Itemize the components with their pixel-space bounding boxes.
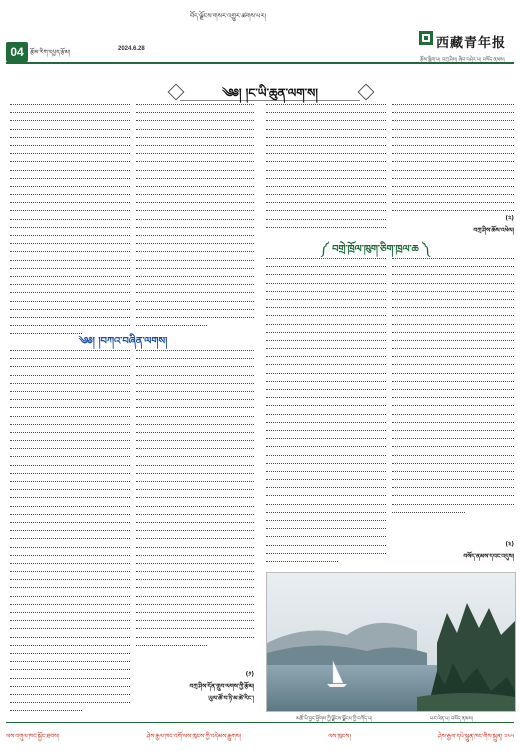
article-2-column-b	[136, 350, 254, 653]
article-4-author: བསོད་ནམས་དབང་འདུས།	[463, 553, 514, 560]
article-1-column-a	[10, 104, 130, 341]
footer-bar	[6, 730, 514, 747]
footer-mid: ལས་ཁུངས།	[328, 733, 351, 740]
lake-landscape-image	[267, 573, 515, 711]
footer-mid-left: ཤེས་རྒྱལ་ཁང་འགོ་ལས་ཁུངས་ཀྱི་འདེམས་རྒྱུགས།	[146, 733, 242, 740]
editor-info: རྩོམ་སྒྲིག་པ། བཀྲ་ཤིས། ཞིབ་བཤེར་པ། བསོད་ནམས།	[420, 57, 505, 63]
newspaper-logo-icon	[418, 30, 434, 46]
newspaper-logo-text: 西藏青年报	[436, 36, 507, 51]
title-ornament-right	[358, 84, 375, 101]
issue-date: 2024.6.28	[118, 46, 145, 52]
article-2-author: བཀྲ་ཤིས་དོན་གྲུབ་ལགས་ཀྱི་རྩོམ།	[189, 683, 254, 690]
photo-credit: པར་ལེན་པ། བསོད་ནམས།	[430, 716, 473, 722]
article-1-column-b	[136, 104, 254, 333]
article-2-number: (༡)	[245, 671, 254, 678]
page-number-badge: 04	[6, 42, 28, 62]
footer-right: ཤེས་རྒྱལ་དཔེ་སྐྲུན་ཁང་གིས་སྐྲུན། ༢༤༥	[437, 733, 514, 740]
article-4-number: (༣)	[505, 541, 514, 548]
newspaper-title: བོད་ལྗོངས་གསར་འགྱུར་ཚགས་པར།	[190, 12, 266, 20]
lake-landscape-photo	[266, 572, 516, 712]
article-3-author: བཀྲ་ཤིས་ཆོས་འཕེལ།	[473, 227, 514, 234]
header-rule	[6, 62, 514, 64]
main-article-title: ༄༅། །ང་ཡི་ཆུན་ལག་ས།	[180, 80, 360, 101]
photo-caption: མཚོ་ཡི་བྱང་ཕྱོགས་ཀྱི་ལྗོངས་ལྗོངས་ཀྱི་བཀོད་པ།	[296, 716, 373, 722]
article-2-title: ༄༅། །བཀའ་བཞིན་ལགས།	[78, 336, 168, 347]
article-4-title: ༼ བགྲེ་ཁྲོལ་ཁུག་ཅིག་ཁྲལ་ཆ ༽	[320, 244, 430, 255]
article-3-column-b	[392, 104, 514, 219]
footer-rule	[6, 722, 514, 723]
article-4-column-a	[266, 258, 386, 569]
article-2-author-2: ཡུལ་ཚོ་བ་ཉི་མ་ཚེ་རིང་།	[208, 695, 254, 702]
article-3-number: (༢)	[505, 215, 514, 222]
section-label: རྩོམ་རིག་དཔྱད་རྩོམ།	[30, 49, 71, 56]
footer-left: ལས་འགུལ་ཁང་སྐྱོང་ཐབས།	[6, 733, 60, 740]
article-4-column-b	[392, 258, 514, 520]
article-2-column-a	[10, 350, 130, 718]
article-3-column-a	[266, 104, 386, 235]
